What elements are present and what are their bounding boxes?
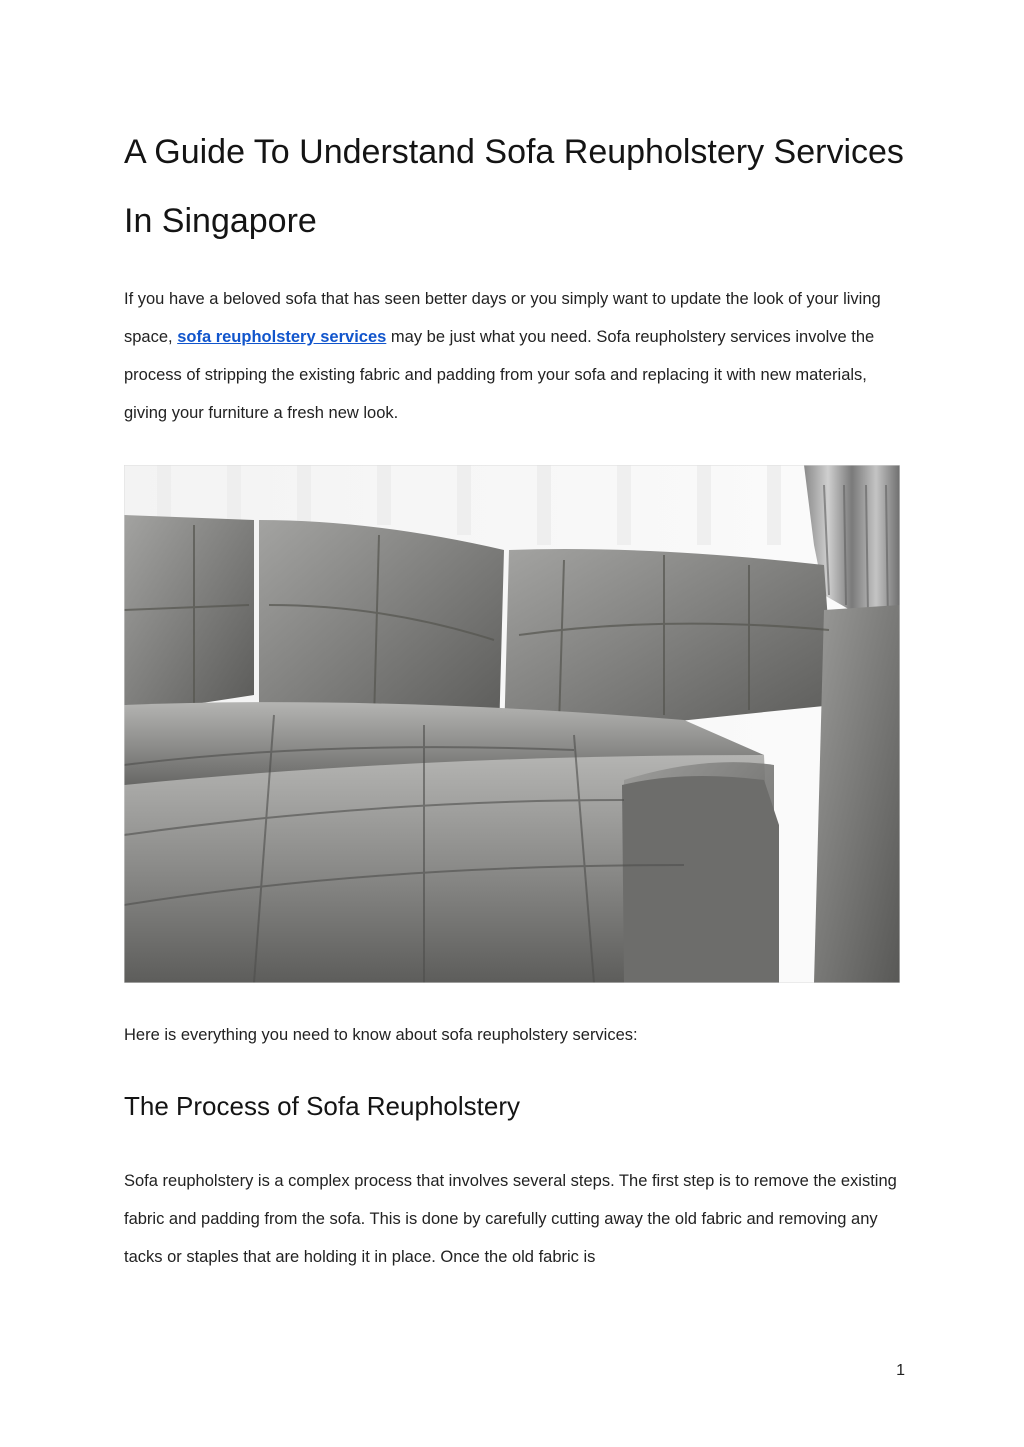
intro-text-end: may be just what you need. Sofa reupholstery services involve the process of stripping the existing fabric and padding from your sofa and replacing it with new materials, giving your furniture a fresh new look. [124, 328, 875, 422]
intro-paragraph [124, 280, 904, 432]
page-number: 1 [896, 1362, 905, 1379]
lead-in-paragraph: Here is everything you need to know about sofa reupholstery services: [124, 1026, 638, 1044]
section-body-paragraph: Sofa reupholstery is a complex process that involves several steps. The first step is to remove the existing fabric and padding from the sofa. This is done by carefully cutting away the old fabric and removing any tacks or staples that are holding it in place. Once the old fabric is [124, 1172, 897, 1266]
sofa-reupholstery-link[interactable]: sofa reupholstery services [177, 328, 387, 346]
sofa-photo [124, 465, 900, 983]
section-heading: The Process of Sofa Reupholstery [124, 1091, 520, 1121]
document-title: A Guide To Understand Sofa Reupholstery Services In Singapore [124, 133, 904, 240]
intro-text-start: If you have a beloved sofa that has seen better days or you simply want to update the look of your living space, [124, 290, 881, 346]
